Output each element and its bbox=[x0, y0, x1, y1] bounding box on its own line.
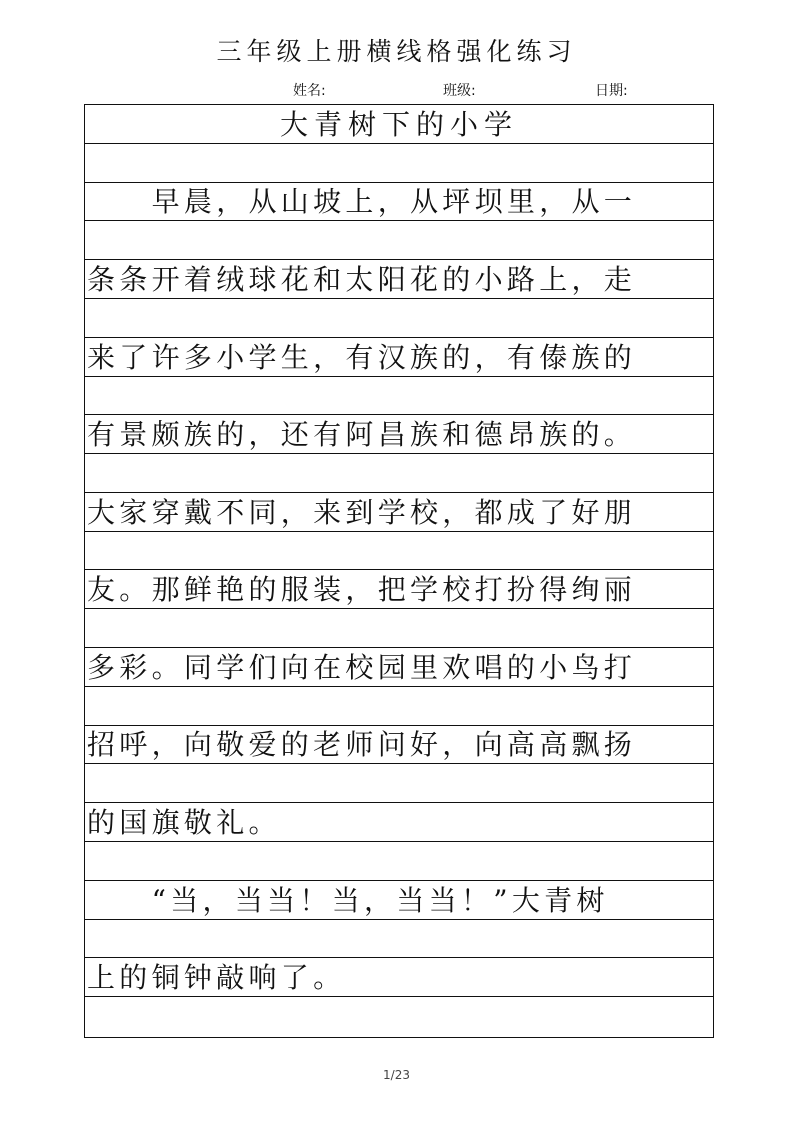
blank-writing-line bbox=[85, 454, 713, 493]
text-line bbox=[85, 571, 713, 610]
lined-writing-grid bbox=[84, 104, 714, 1038]
line-text: 条条开着绒球花和太阳花的小路上，走 bbox=[87, 262, 637, 296]
blank-writing-line bbox=[85, 842, 713, 881]
text-line bbox=[85, 183, 713, 222]
text-line bbox=[85, 881, 713, 920]
blank-writing-line bbox=[85, 532, 713, 571]
page-indicator: 1/23 bbox=[383, 1068, 410, 1082]
text-line bbox=[85, 105, 713, 144]
date-label: 日期: bbox=[595, 83, 628, 99]
line-text: 来了许多小学生，有汉族的，有傣族的 bbox=[87, 340, 637, 374]
blank-writing-line bbox=[85, 221, 713, 260]
lesson-title: 大青树下的小学 bbox=[279, 107, 518, 141]
text-line bbox=[85, 260, 713, 299]
line-text: 大家穿戴不同，来到学校，都成了好朋 bbox=[87, 495, 637, 529]
blank-writing-line bbox=[85, 687, 713, 726]
line-text: 的国旗敬礼。 bbox=[87, 806, 281, 840]
name-label: 姓名: bbox=[293, 83, 326, 99]
line-text: 有景颇族的，还有阿昌族和德昂族的。 bbox=[87, 418, 637, 452]
blank-writing-line bbox=[85, 764, 713, 803]
blank-writing-line bbox=[85, 299, 713, 338]
line-text: “当，当当！当，当当！”大青树 bbox=[87, 883, 609, 917]
blank-writing-line bbox=[85, 144, 713, 183]
text-line bbox=[85, 648, 713, 687]
text-line bbox=[85, 338, 713, 377]
worksheet-title: 三年级上册横线格强化练习 bbox=[216, 37, 577, 66]
blank-writing-line bbox=[85, 377, 713, 416]
line-text: 多彩。同学们向在校园里欢唱的小鸟打 bbox=[87, 650, 637, 684]
class-label: 班级: bbox=[443, 83, 476, 99]
text-line bbox=[85, 415, 713, 454]
line-text: 友。那鲜艳的服装，把学校打扮得绚丽 bbox=[87, 573, 637, 607]
line-text: 早晨，从山坡上，从坪坝里，从一 bbox=[87, 185, 637, 219]
text-line bbox=[85, 803, 713, 842]
line-text: 招呼，向敬爱的老师问好，向高高飘扬 bbox=[87, 728, 637, 762]
blank-writing-line bbox=[85, 609, 713, 648]
line-text: 上的铜钟敲响了。 bbox=[87, 961, 346, 995]
text-line bbox=[85, 958, 713, 997]
text-line bbox=[85, 493, 713, 532]
blank-writing-line bbox=[85, 997, 713, 1036]
blank-writing-line bbox=[85, 920, 713, 959]
text-line bbox=[85, 726, 713, 765]
